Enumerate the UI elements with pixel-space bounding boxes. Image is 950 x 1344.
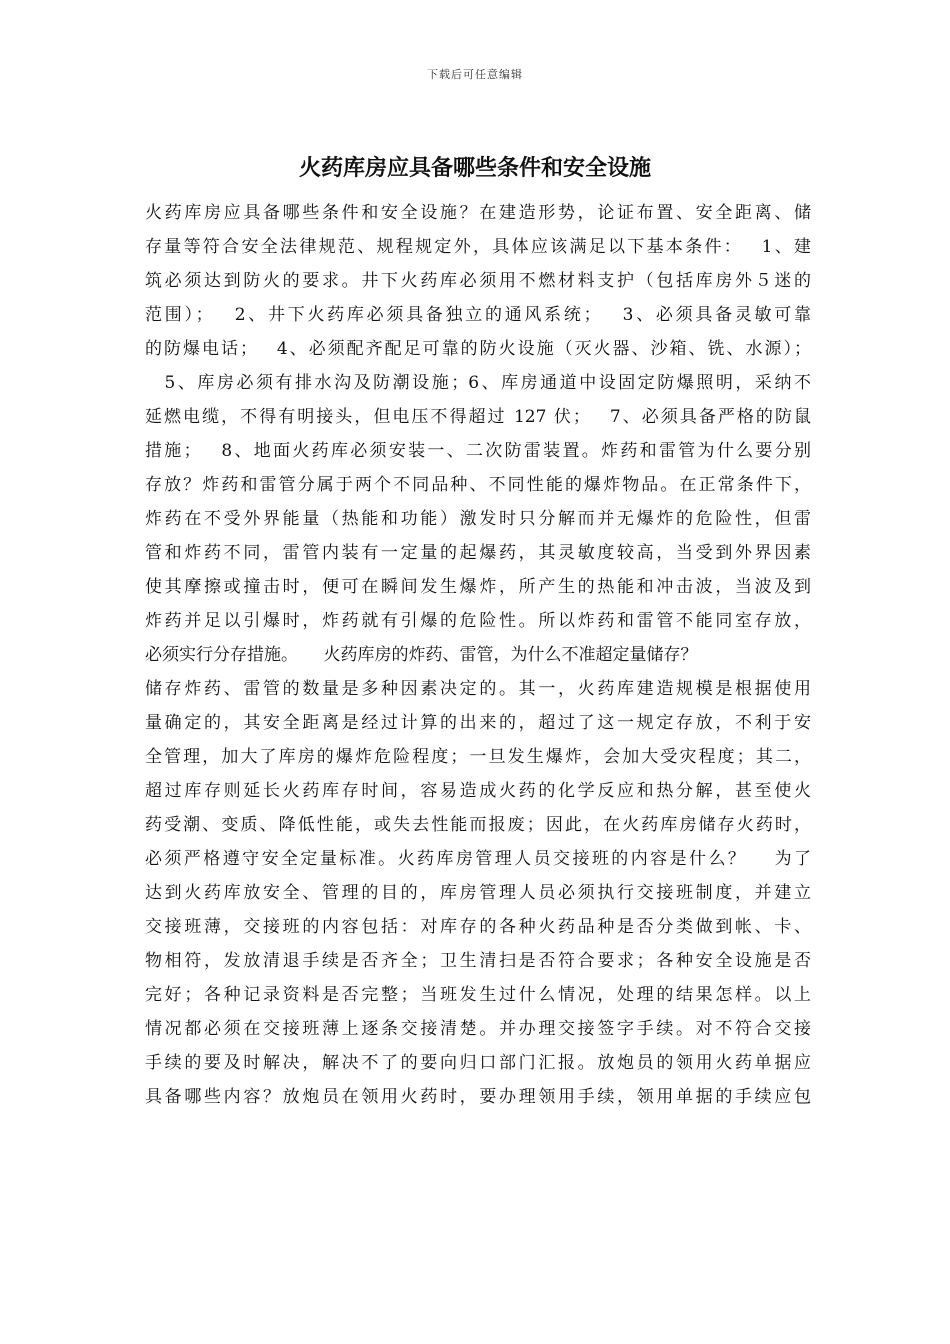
body-line: 炸药在不受外界能量（热能和功能）激发时只分解而并无爆炸的危险性，但雷	[145, 509, 811, 529]
body-line: 筑必须达到防火的要求。井下火药库必须用不燃材料支护（包括库房外５迷的	[145, 271, 811, 291]
body-line: 必须严格遵守安全定量标准。火药库房管理人员交接班的内容是什么？ 为了	[145, 849, 811, 869]
body-line: 延燃电缆，不得有明接头，但电压不得超过 127 伏； 7、必须具备严格的防鼠	[145, 407, 811, 427]
body-line: 储存炸药、雷管的数量是多种因素决定的。其一，火药库建造规模是根据使用	[145, 679, 811, 699]
body-line: 使其摩擦或撞击时，便可在瞬间发生爆炸，所产生的热能和冲击波，当波及到	[145, 577, 811, 597]
body-line: 管和炸药不同，雷管内装有一定量的起爆药，其灵敏度较高，当受到外界因素	[145, 543, 811, 563]
header-note: 下载后可任意编辑	[427, 68, 523, 81]
body-line: 存量等符合安全法律规范、规程规定外，具体应该满足以下基本条件： 1、建	[145, 237, 811, 257]
document-title: 火药库房应具备哪些条件和安全设施	[298, 155, 651, 181]
body-line: 完好；各种记录资料是否完整；当班发生过什么情况，处理的结果怎样。以上	[145, 985, 811, 1005]
body-line: 达到火药库放安全、管理的目的，库房管理人员必须执行交接班制度，并建立	[145, 883, 811, 903]
body-line: 存放？炸药和雷管分属于两个不同品种、不同性能的爆炸物品。在正常条件下，	[145, 475, 811, 495]
body-line: 措施； 8、地面火药库必须安装一、二次防雷装置。炸药和雷管为什么要分别	[145, 441, 811, 461]
body-line: 必须实行分存措施。 火药库房的炸药、雷管，为什么不准超定量储存？	[145, 645, 698, 665]
body-line: 交接班薄，交接班的内容包括：对库存的各种火药品种是否分类做到帐、卡、	[145, 917, 811, 937]
body-line: 物相符，发放清退手续是否齐全；卫生清扫是否符合要求；各种安全设施是否	[145, 951, 811, 971]
body-line: 全管理，加大了库房的爆炸危险程度；一旦发生爆炸，会加大受灾程度；其二，	[145, 747, 811, 767]
body-line: 药受潮、变质、降低性能，或失去性能而报废；因此，在火药库房储存火药时，	[145, 815, 811, 835]
body-line: 具备哪些内容？放炮员在领用火药时，要办理领用手续，领用单据的手续应包	[145, 1087, 811, 1107]
document-body	[145, 196, 811, 1114]
body-line: 情况都必须在交接班薄上逐条交接清楚。并办理交接签字手续。对不符合交接	[145, 1019, 811, 1039]
body-line: 量确定的，其安全距离是经过计算的出来的，超过了这一规定存放，不利于安	[145, 713, 811, 733]
body-line: 的防爆电话； 4、必须配齐配足可靠的防火设施（灭火器、沙箱、铣、水源）；	[145, 339, 811, 359]
body-line: 超过库存则延长火药库存时间，容易造成火药的化学反应和热分解，甚至使火	[145, 781, 811, 801]
body-line: 炸药并足以引爆时，炸药就有引爆的危险性。所以炸药和雷管不能同室存放，	[145, 611, 811, 631]
body-line: 5、库房必须有排水沟及防潮设施；6、库房通道中设固定防爆照明，采纳不	[145, 373, 811, 393]
body-line: 范围）； 2、井下火药库必须具备独立的通风系统； 3、必须具备灵敏可靠	[145, 305, 811, 325]
body-line: 火药库房应具备哪些条件和安全设施？在建造形势，论证布置、安全距离、储	[145, 203, 811, 223]
body-line: 手续的要及时解决，解决不了的要向归口部门汇报。放炮员的领用火药单据应	[145, 1053, 811, 1073]
